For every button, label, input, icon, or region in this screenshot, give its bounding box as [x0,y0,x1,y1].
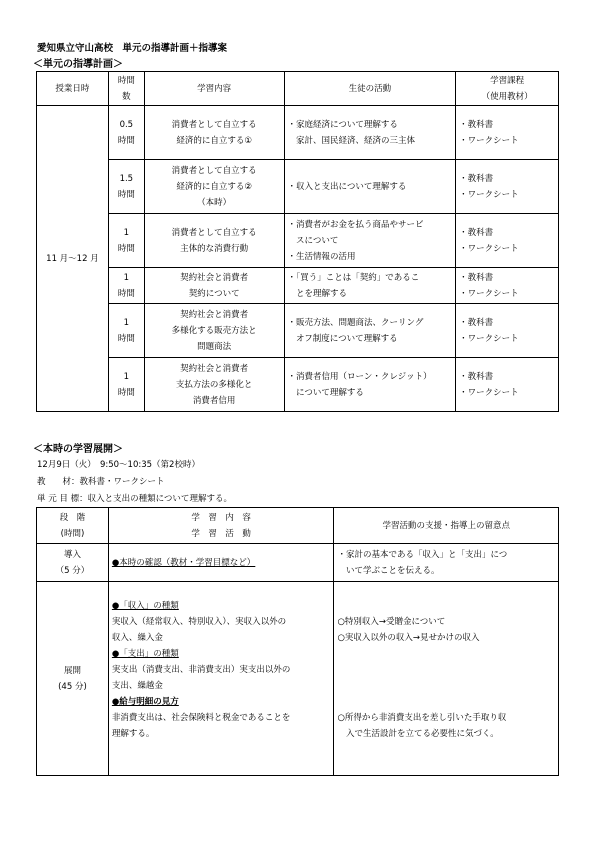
intro-stage: 導入 （5 分） [37,544,109,582]
plan-heading: ＜単元の指導計画＞ [33,59,123,70]
table-row-materials: ・教科書 ・ワークシート [456,214,559,268]
lesson-date: 12月9日（火） 9:50～10:35（第2校時） [37,460,200,470]
document-title: 愛知県立守山高校 単元の指導計画＋指導案 [37,43,228,54]
table-row-activity: ・消費者がお金を払う商品やサービ スについて ・生活情報の活用 [284,214,456,268]
intro-content: ●本時の確認（教材・学習目標など） [108,544,334,582]
main-stage: 展開 (45 分) [37,582,109,776]
table-row-hours: 1 時間 [108,214,144,268]
col-activity: 生徒の活動 [284,72,456,106]
lesson-goal: 単 元 目 標：収入と支出の種類について理解する。 [37,494,232,504]
plan-date: 11 月～12 月 [37,106,109,412]
table-row-content: 契約社会と消費者 支払方法の多様化と 消費者信用 [144,358,284,412]
table-row-materials: ・教科書 ・ワークシート [456,358,559,412]
unit-plan-table [36,71,559,412]
table-row-materials: ・教科書 ・ワークシート [456,304,559,358]
lesson-heading: ＜本時の学習展開＞ [33,444,123,455]
table-row-content: 契約社会と消費者 多様化する販売方法と 問題商法 [144,304,284,358]
col-stage: 段 階 (時間) [37,508,109,544]
col-learning: 学 習 内 容 学 習 活 動 [108,508,334,544]
table-row-content: 契約社会と消費者 契約について [144,268,284,304]
col-materials: 学習課程 （使用教材） [456,72,559,106]
table-row-hours: 0.5 時間 [108,106,144,160]
table-row-materials: ・教科書 ・ワークシート [456,160,559,214]
col-date: 授業日時 [37,72,109,106]
table-row-hours: 1 時間 [108,358,144,412]
table-row-materials: ・教科書 ・ワークシート [456,268,559,304]
intro-support: ・家計の基本である「収入」と「支出」につ いて学ぶことを伝える。 [334,544,559,582]
lesson-materials: 教 材：教科書・ワークシート [37,477,165,487]
col-hours: 時間 数 [108,72,144,106]
table-row-content: 消費者として自立する 経済的に自立する② （本時） [144,160,284,214]
table-row-activity: ・家庭経済について理解する 家計、国民経済、経済の三主体 [284,106,456,160]
col-support: 学習活動の支援・指導上の留意点 [334,508,559,544]
table-row-activity: ・収入と支出について理解する [284,160,456,214]
table-row-hours: 1.5 時間 [108,160,144,214]
table-row-activity: ・「買う」ことは「契約」であるこ とを理解する [284,268,456,304]
table-row-activity: ・消費者信用（ローン・クレジット） について理解する [284,358,456,412]
table-row-materials: ・教科書 ・ワークシート [456,106,559,160]
main-content: ●「収入」の種類 実収入（経常収入、特別収入）、実収入以外の 収入、繰入金 ●「支出」の種類 実支出（消費支出、非消費支出）実支出以外の 支出、繰越金 ●給与明細の見方 非消費支出は、社会保険料と税金であることを 理解する。 [108,582,334,776]
table-row-hours: 1 時間 [108,268,144,304]
table-row-content: 消費者として自立する 主体的な消費行動 [144,214,284,268]
col-content: 学習内容 [144,72,284,106]
table-row-activity: ・販売方法、問題商法、クーリング オフ制度について理解する [284,304,456,358]
lesson-table [36,507,559,776]
main-support: ○特別収入→受贈金について ○実収入以外の収入→見せかけの収入 ○所得から非消費支出を差し引いた手取り収 入で生活設計を立てる必要性に気づく。 [334,582,559,776]
table-row-content: 消費者として自立する 経済的に自立する① [144,106,284,160]
table-row-hours: 1 時間 [108,304,144,358]
